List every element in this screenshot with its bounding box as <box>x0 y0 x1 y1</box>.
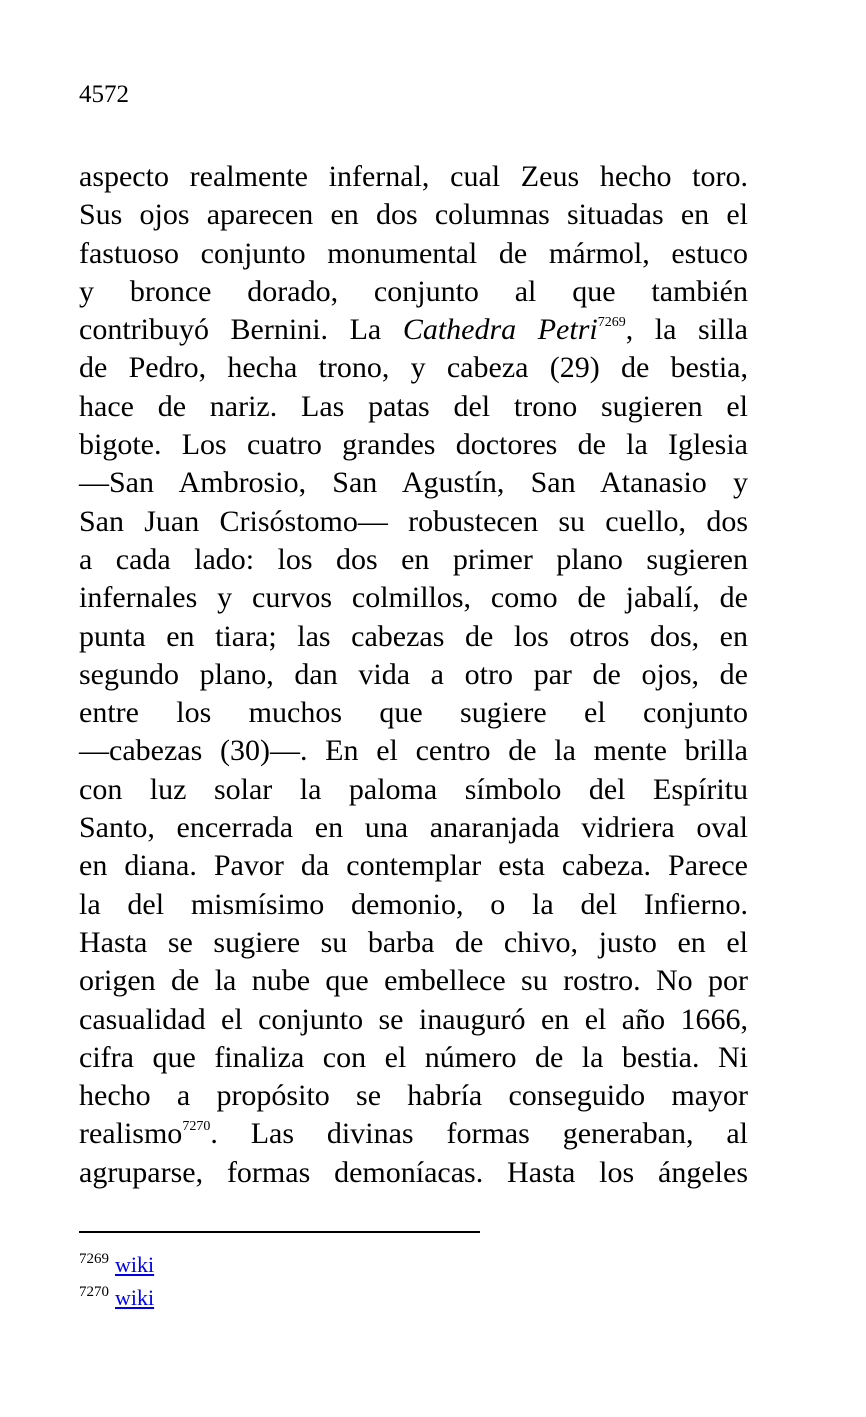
text-line <box>79 503 748 541</box>
text-line <box>79 196 748 234</box>
line-text: realismo <box>79 1117 183 1151</box>
line-text: de Pedro, hecha trono, y cabeza (29) de bestia, <box>79 351 748 385</box>
text-line <box>79 732 748 770</box>
text-line <box>79 235 748 273</box>
line-text: hace de nariz. Las patas del trono sugieren el <box>79 389 748 423</box>
line-text: y bronce dorado, conjunto al que también <box>79 274 748 308</box>
text-line <box>79 1154 748 1192</box>
line-text: origen de la nube que embellece su rostro. No por <box>79 964 748 998</box>
footnote-7269 <box>79 1248 154 1281</box>
line-text: fastuoso conjunto monumental de mármol, estuco <box>79 236 748 270</box>
line-text: Sus ojos aparecen en dos columnas situadas en el <box>79 198 748 232</box>
text-line <box>79 771 748 809</box>
line-text: Santo, encerrada en una anaranjada vidriera oval <box>79 811 748 845</box>
text-line <box>79 656 748 694</box>
text-line <box>79 694 748 732</box>
text-line <box>79 541 748 579</box>
line-text: casualidad el conjunto se inauguró en el año 1666, <box>79 1002 748 1036</box>
line-text: , la silla <box>625 313 748 347</box>
line-text: a cada lado: los dos en primer plano sugieren <box>79 542 748 576</box>
footnote-reference: 7270 <box>182 1119 211 1135</box>
line-text: en diana. Pavor da contemplar esta cabeza. Parece <box>79 849 748 883</box>
italic-title: Cathedra Petri <box>402 313 598 347</box>
footnote-number: 7269 <box>79 1251 109 1267</box>
footnote-reference: 7269 <box>597 315 626 331</box>
line-text: Hasta se sugiere su barba de chivo, justo en el <box>79 925 748 959</box>
line-text: agruparse, formas demoníacas. Hasta los ángeles <box>79 1155 748 1189</box>
footnote-7270 <box>79 1281 154 1314</box>
text-line <box>79 426 748 464</box>
text-line <box>79 618 748 656</box>
line-text: con luz solar la paloma símbolo del Espíritu <box>79 772 748 806</box>
line-text: infernales y curvos colmillos, como de jabalí, de <box>79 581 748 615</box>
line-text: contribuyó Bernini. La <box>79 313 403 347</box>
body-text <box>79 158 748 1192</box>
footnote-divider <box>79 1231 480 1233</box>
line-text: —cabezas (30)—. En el centro de la mente brilla <box>79 734 748 768</box>
wiki-link[interactable]: wiki <box>115 1285 155 1310</box>
line-text: —San Ambrosio, San Agustín, San Atanasio y <box>79 466 748 500</box>
line-text: segundo plano, dan vida a otro par de ojos, de <box>79 657 748 691</box>
text-line <box>79 886 748 924</box>
line-text: aspecto realmente infernal, cual Zeus hecho toro. <box>79 160 748 193</box>
text-line <box>79 579 748 617</box>
text-line <box>79 924 748 962</box>
line-text: San Juan Crisóstomo— robustecen su cuello, dos <box>79 504 748 538</box>
line-text: cifra que finaliza con el número de la bestia. Ni <box>79 1040 748 1074</box>
text-line <box>79 1077 748 1115</box>
footnotes <box>79 1248 154 1314</box>
line-text: bigote. Los cuatro grandes doctores de la Iglesia <box>79 428 748 462</box>
text-line <box>79 809 748 847</box>
line-text: entre los muchos que sugiere el conjunto <box>79 696 748 730</box>
text-line <box>79 273 748 311</box>
line-text: la del mismísimo demonio, o la del Infierno. <box>79 887 748 921</box>
text-line <box>79 962 748 1000</box>
text-line <box>79 1115 748 1153</box>
line-text: . Las divinas formas generaban, al <box>210 1117 748 1151</box>
text-line <box>79 464 748 502</box>
line-text: punta en tiara; las cabezas de los otros dos, en <box>79 619 748 653</box>
footnote-number: 7270 <box>79 1284 109 1300</box>
text-line <box>79 349 748 387</box>
text-line <box>79 158 748 196</box>
text-line <box>79 1039 748 1077</box>
line-text: hecho a propósito se habría conseguido mayor <box>79 1079 748 1113</box>
wiki-link[interactable]: wiki <box>115 1252 155 1277</box>
text-line <box>79 311 748 349</box>
text-line <box>79 847 748 885</box>
text-line <box>79 1001 748 1039</box>
text-line <box>79 388 748 426</box>
page-number: 4572 <box>79 81 129 108</box>
